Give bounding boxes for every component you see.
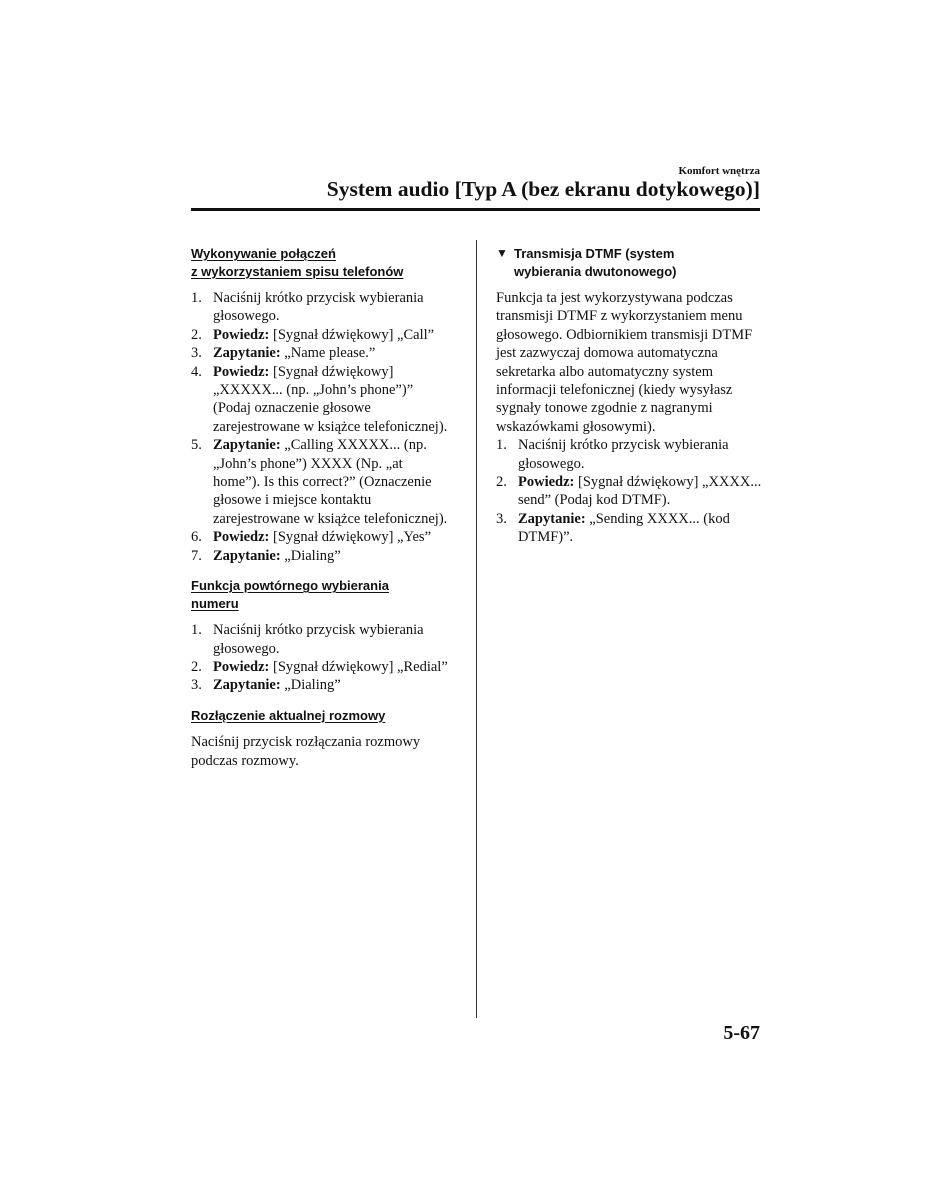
heading-redial: Funkcja powtórnego wybierania numeru [191, 578, 389, 611]
phonebook-steps [191, 289, 453, 565]
disconnect-text: Naciśnij przycisk rozłączania rozmowy podczas rozmowy. [191, 734, 421, 769]
redial-steps [191, 621, 453, 695]
list-item: 3. Zapytanie: „Dialing” [191, 677, 341, 694]
title-rule [191, 208, 760, 211]
dtmf-intro: Funkcja ta jest wykorzystywana podczas transmisji DTMF z wykorzystaniem menu głosowego. Odbiornikiem transmisji DTMF jest zazwyczaj domowa automatyczna sekretarka albo automatyczny system informacji telefonicznej (kiedy wysyłasz sygnały tonowe zgodnie z nagranymi wskazówkami głosowymi). [496, 290, 753, 435]
heading-phonebook-call: Wykonywanie połączeń z wykorzystaniem spisu telefonów [191, 246, 404, 279]
list-item: 4. Powiedz: [Sygnał dźwiękowy] „XXXXX... (np. „John’s phone”)” (Podaj oznaczenie głosowe zarejestrowane w książce telefonicznej). [191, 363, 448, 435]
list-item: 1. Naciśnij krótko przycisk wybierania głosowego. [496, 437, 729, 472]
list-item: 3. Zapytanie: „Name please.” [191, 345, 376, 362]
list-item: 2. Powiedz: [Sygnał dźwiękowy] „Redial” [191, 658, 448, 675]
list-item: 1. Naciśnij krótko przycisk wybierania głosowego. [191, 622, 424, 657]
heading-disconnect: Rozłączenie aktualnej rozmowy [191, 707, 386, 723]
list-item: 5. Zapytanie: „Calling XXXXX... (np. „John’s phone”) XXXX (Np. „at home”). Is this correct?” (Oznaczenie głosowe i miejsce kontaktu zarejestrowane w książce telefonicznej). [191, 437, 448, 527]
dtmf-steps [496, 436, 762, 546]
section-label: Komfort wnętrza [678, 165, 760, 177]
list-item: 2. Powiedz: [Sygnał dźwiękowy] „XXXX... send” (Podaj kod DTMF). [496, 474, 762, 509]
triangle-down-icon: ▼ [496, 246, 508, 260]
list-item: 7. Zapytanie: „Dialing” [191, 547, 341, 564]
right-column [496, 245, 762, 559]
list-item: 3. Zapytanie: „Sending XXXX... (kod DTMF)”. [496, 510, 730, 546]
list-item: 1. Naciśnij krótko przycisk wybierania głosowego. [191, 290, 424, 325]
page-title: System audio [Typ A (bez ekranu dotykowego)] [326, 177, 760, 201]
column-divider [476, 240, 477, 1018]
page-number: 5-67 [723, 1022, 760, 1044]
list-item: 6. Powiedz: [Sygnał dźwiękowy] „Yes” [191, 529, 431, 546]
list-item: 2. Powiedz: [Sygnał dźwiękowy] „Call” [191, 326, 435, 343]
left-column [191, 245, 453, 770]
heading-dtmf: ▼ Transmisja DTMF (system wybierania dwutonowego) [496, 246, 677, 279]
